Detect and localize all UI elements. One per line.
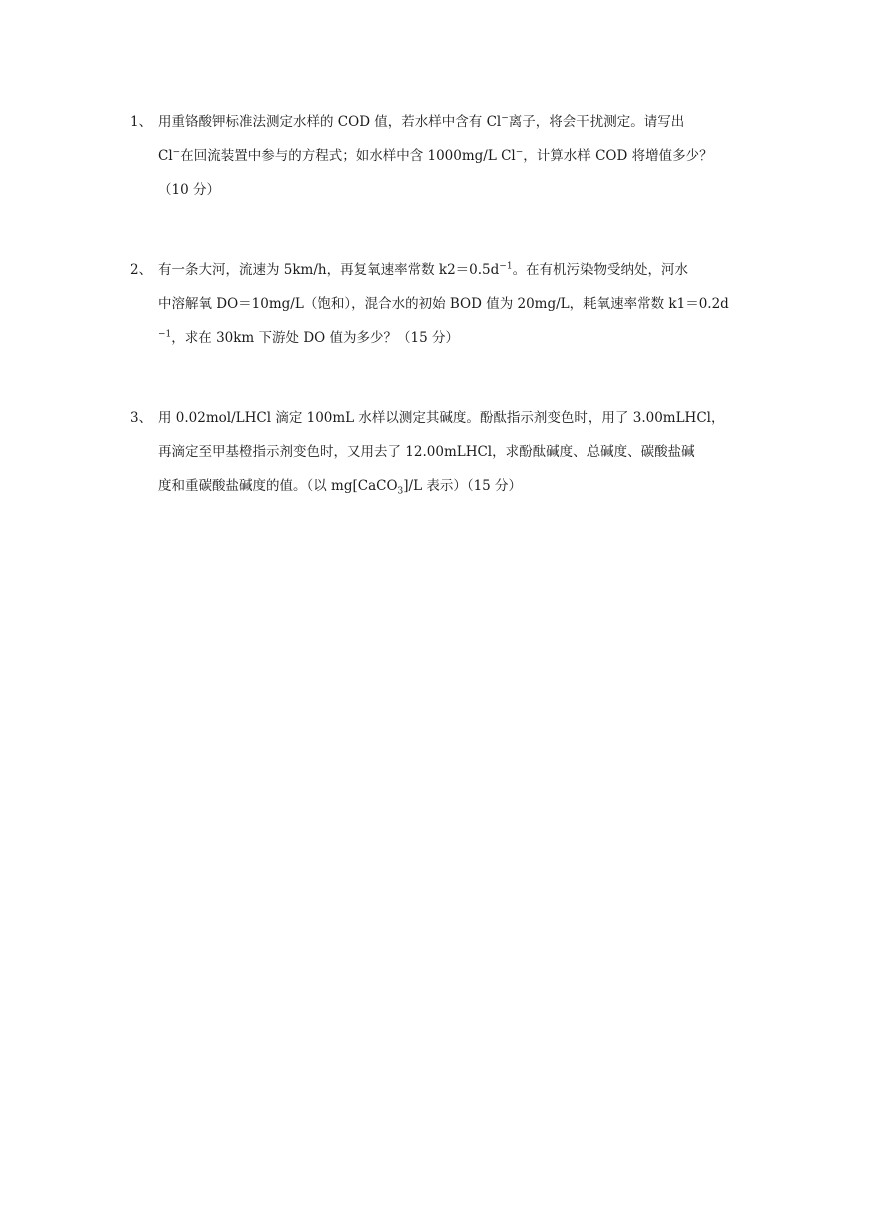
question-text: 。在有机污染物受纳处，河水 bbox=[512, 262, 689, 278]
question-score: （10 分） bbox=[158, 182, 220, 198]
question-number: 1、 bbox=[130, 114, 153, 130]
question-text: 用重铬酸钾标准法测定水样的 COD 值，若水样中含有 Cl bbox=[158, 114, 502, 130]
question-number: 2、 bbox=[130, 262, 153, 278]
question-text: ]/L 表示）（15 分） bbox=[403, 478, 523, 494]
question-body bbox=[158, 105, 750, 207]
question-line bbox=[158, 321, 750, 355]
question-text: 有一条大河，流速为 5km/h，再复氧速率常数 k2＝0.5d bbox=[158, 262, 500, 278]
question-number: 3、 bbox=[130, 410, 153, 426]
question-text: 在回流装置中参与的方程式；如水样中含 1000mg/L Cl bbox=[180, 148, 516, 164]
question-line bbox=[158, 469, 750, 503]
question-line: 用 0.02mol/LHCl 滴定 100mL 水样以测定其碱度。酚酞指示剂变色时，用了 3.00mLHCl， bbox=[158, 410, 725, 426]
question-text: 度和重碳酸盐碱度的值。（以 mg[CaCO bbox=[158, 478, 398, 494]
question-3 bbox=[130, 401, 750, 503]
superscript: − bbox=[501, 113, 509, 124]
question-text: Cl bbox=[158, 148, 173, 164]
question-text: ，计算水样 COD 将增值多少？ bbox=[523, 148, 713, 164]
question-body bbox=[158, 253, 750, 355]
superscript: − bbox=[515, 147, 524, 158]
question-2 bbox=[130, 253, 750, 355]
question-text: 离子，将会干扰测定。请写出 bbox=[508, 114, 685, 130]
question-line bbox=[158, 139, 750, 173]
question-line bbox=[158, 253, 750, 287]
question-body bbox=[158, 401, 750, 503]
superscript: −1 bbox=[158, 329, 172, 340]
question-text: ，求在 30km 下游处 DO 值为多少？（15 分） bbox=[171, 330, 459, 346]
superscript: − bbox=[172, 147, 181, 158]
superscript: −1 bbox=[499, 261, 513, 272]
question-line: 再滴定至甲基橙指示剂变色时，又用去了 12.00mLHCl，求酚酞碱度、总碱度、碳酸盐碱 bbox=[158, 444, 695, 460]
subscript: 3 bbox=[397, 486, 404, 497]
question-line: 中溶解氧 DO＝10mg/L（饱和），混合水的初始 BOD 值为 20mg/L，耗氧速率常数 k1＝0.2d bbox=[158, 296, 729, 312]
question-1 bbox=[130, 105, 750, 207]
question-line bbox=[158, 105, 750, 139]
